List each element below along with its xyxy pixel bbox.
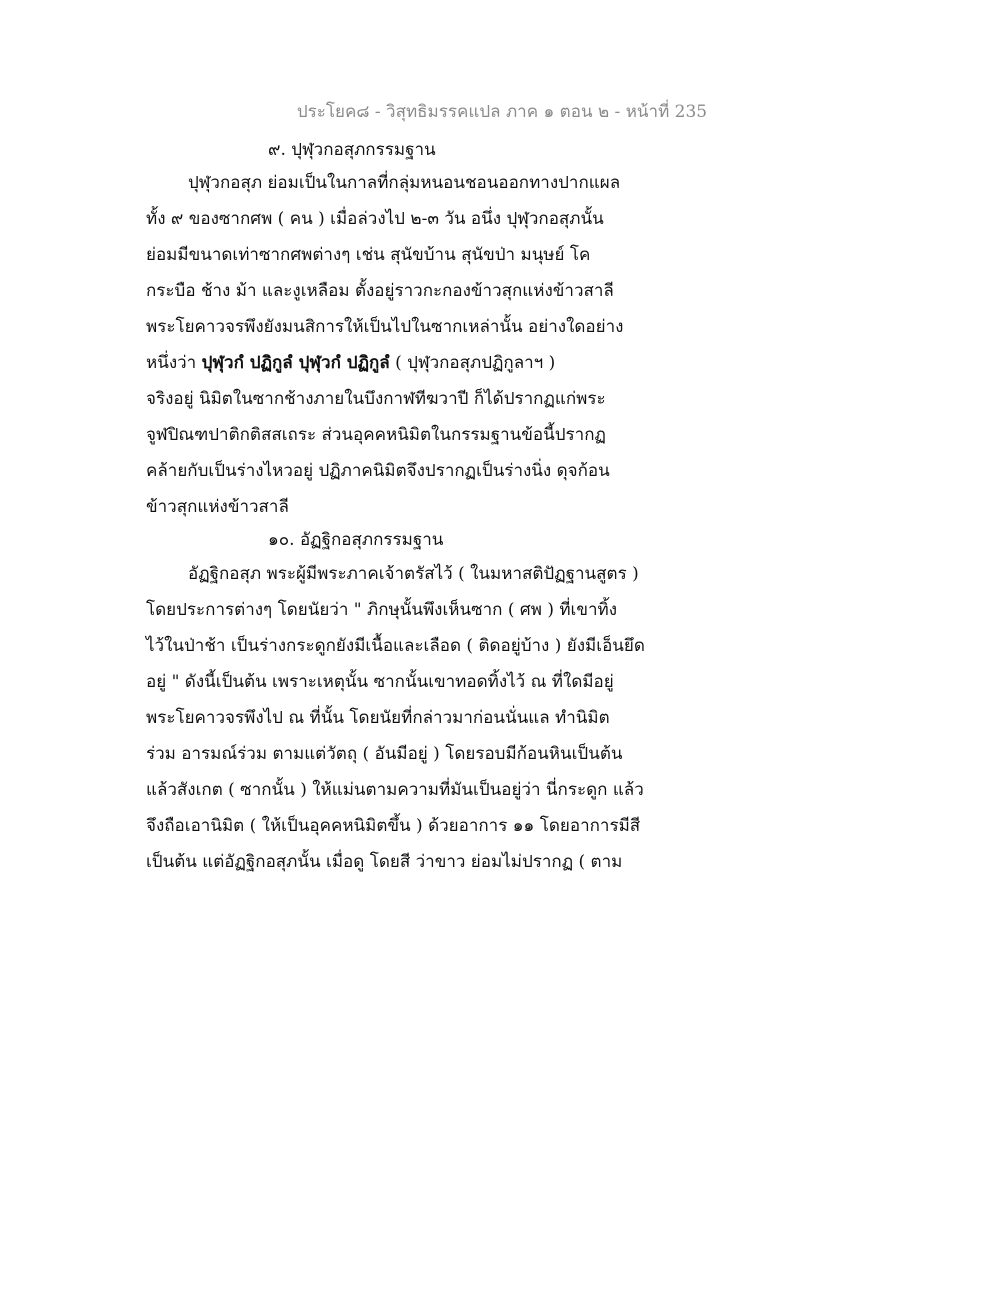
text-line: ข้าวสุกแห่งข้าวสาลี bbox=[146, 497, 289, 517]
section-10-heading: ๑๐. อัฏฐิกอสุภกรรมฐาน bbox=[268, 530, 444, 550]
text-line: จริงอยู่ นิมิตในซากช้างภายในบึงกาฬทีฆวาปี ก็ได้ปรากฏแก่พระ bbox=[146, 389, 606, 409]
text-line: จึงถือเอานิมิต ( ให้เป็นอุคคหนิมิตขึ้น ) ด้วยอาการ ๑๑ โดยอาการมีสี bbox=[146, 816, 641, 836]
section-10-body bbox=[146, 556, 646, 880]
section-9-heading: ๙. ปุฬุวกอสุภกรรมฐาน bbox=[268, 140, 436, 160]
text-line: จูฬปิณฑปาติกติสสเถระ ส่วนอุคคหนิมิตในกรรมฐานข้อนี้ปรากฏ bbox=[146, 425, 606, 445]
text-line: ร่วม อารมณ์ร่วม ตามแต่วัตถุ ( อันมีอยู่ ) โดยรอบมีก้อนหินเป็นต้น bbox=[146, 744, 623, 764]
text-line: ทั้ง ๙ ของซากศพ ( คน ) เมื่อล่วงไป ๒-๓ วัน อนึ่ง ปุฬุวกอสุภนั้น bbox=[146, 209, 604, 229]
text-line: เป็นต้น แต่อัฏฐิกอสุภนั้น เมื่อดู โดยสี ว่าขาว ย่อมไม่ปรากฏ ( ตาม bbox=[146, 852, 623, 872]
text-line: พระโยคาวจรพึงไป ณ ที่นั้น โดยนัยที่กล่าวมาก่อนนั่นแล ทำนิมิต bbox=[146, 708, 610, 728]
text-line-mixed bbox=[146, 345, 646, 381]
text-line: อัฏฐิกอสุภ พระผู้มีพระภาคเจ้าตรัสไว้ ( ในมหาสติปัฏฐานสูตร ) bbox=[188, 564, 639, 584]
text-line: แล้วสังเกต ( ซากนั้น ) ให้แม่นตามความที่มันเป็นอยู่ว่า นี่กระดูก แล้ว bbox=[146, 780, 644, 800]
section-9-body bbox=[146, 165, 646, 525]
text-line: ไว้ในป่าช้า เป็นร่างกระดูกยังมีเนื้อและเลือด ( ติดอยู่บ้าง ) ยังมีเอ็นยึด bbox=[146, 636, 645, 656]
text-line: ปุฬุวกอสุภ ย่อมเป็นในกาลที่กลุ่มหนอนชอนออกทางปากแผล bbox=[188, 173, 621, 193]
text-line: โดยประการต่างๆ โดยนัยว่า " ภิกษุนั้นพึงเห็นซาก ( ศพ ) ที่เขาทิ้ง bbox=[146, 600, 618, 620]
text-line: พระโยคาวจรพึงยังมนสิการให้เป็นไปในซากเหล่านั้น อย่างใดอย่าง bbox=[146, 317, 624, 337]
running-header: ประโยค๘ - วิสุทธิมรรคแปล ภาค ๑ ตอน ๒ - หน้าที่ 235 bbox=[296, 102, 708, 122]
text-line: อยู่ " ดังนี้เป็นต้น เพราะเหตุนั้น ซากนั้นเขาทอดทิ้งไว้ ณ ที่ใดมีอยู่ bbox=[146, 672, 614, 692]
text-line: คล้ายกับเป็นร่างไหวอยู่ ปฏิภาคนิมิตจึงปรากฏเป็นร่างนิ่ง ดุจก้อน bbox=[146, 461, 610, 481]
text-segment: ( ปุฬุวกอสุภปฏิกูลาฯ ) bbox=[389, 353, 556, 373]
text-line: ย่อมมีขนาดเท่าซากศพต่างๆ เช่น สุนัขบ้าน สุนัขป่า มนุษย์ โค bbox=[146, 245, 591, 265]
bold-pali-phrase: ปุฬุวกํ ปฏิกูลํ ปุฬุวกํ ปฏิกูลํ bbox=[201, 353, 390, 373]
text-line: กระบือ ช้าง ม้า และงูเหลือม ตั้งอยู่ราวกะกองข้าวสุกแห่งข้าวสาลี bbox=[146, 281, 614, 301]
text-segment: หนึ่งว่า bbox=[146, 353, 202, 373]
